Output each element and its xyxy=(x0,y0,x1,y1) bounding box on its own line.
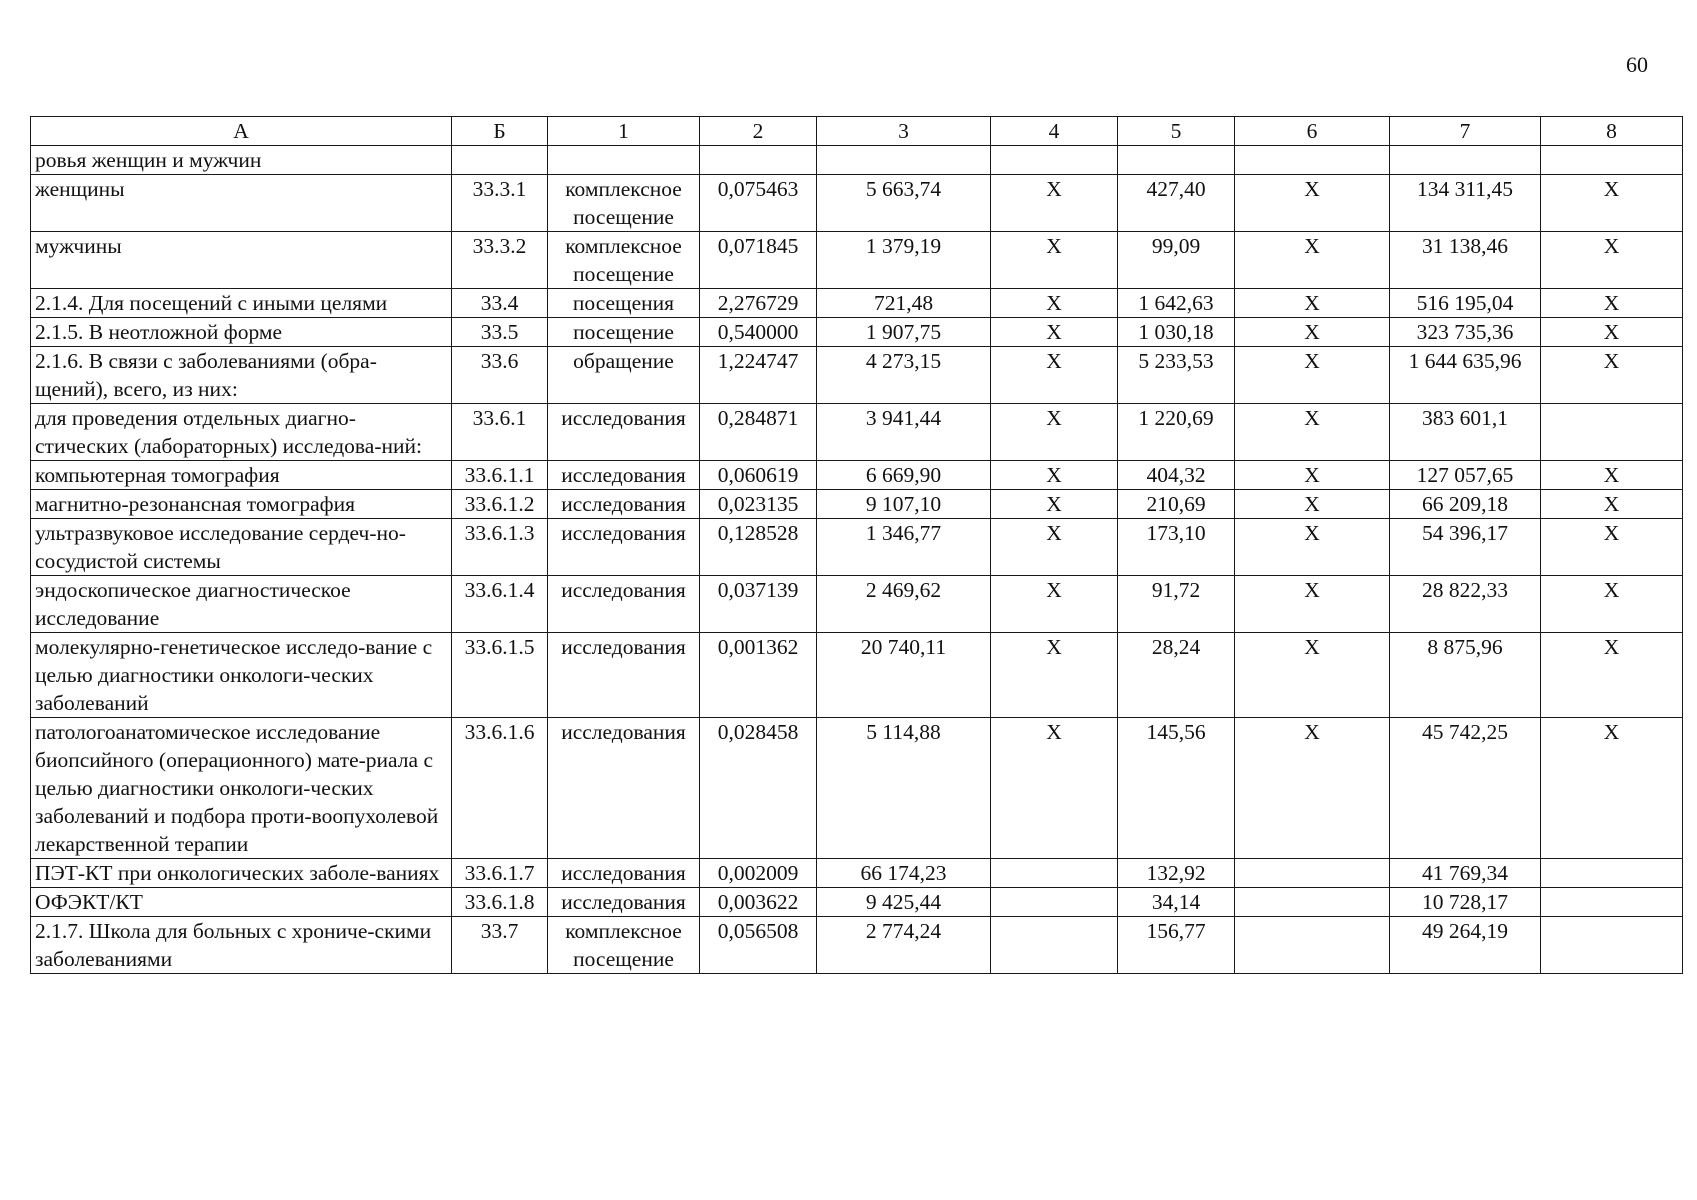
row-col6-cell: X xyxy=(1235,347,1390,404)
table-row xyxy=(31,633,1683,718)
table-row xyxy=(31,146,1683,175)
row-code-cell: 33.7 xyxy=(452,917,548,974)
row-unit-cell: комплексное посещение xyxy=(548,175,700,232)
row-col7-cell: 41 769,34 xyxy=(1390,859,1541,888)
row-unit-cell: исследования xyxy=(548,461,700,490)
row-col7-cell: 1 644 635,96 xyxy=(1390,347,1541,404)
row-code-cell: 33.6.1.5 xyxy=(452,633,548,718)
row-unit-cell: исследования xyxy=(548,404,700,461)
row-name-cell: ПЭТ-КТ при онкологических заболе-ваниях xyxy=(31,859,452,888)
row-col3-cell: 20 740,11 xyxy=(817,633,991,718)
row-col4-cell: X xyxy=(991,175,1118,232)
row-unit-cell: исследования xyxy=(548,576,700,633)
row-col6-cell: X xyxy=(1235,576,1390,633)
row-col8-cell: X xyxy=(1541,232,1683,289)
row-col5-cell: 173,10 xyxy=(1118,519,1235,576)
row-col5-cell: 132,92 xyxy=(1118,859,1235,888)
row-col8-cell: X xyxy=(1541,175,1683,232)
table-row xyxy=(31,347,1683,404)
table-row xyxy=(31,461,1683,490)
header-cell: 7 xyxy=(1390,117,1541,146)
row-col4-cell: X xyxy=(991,519,1118,576)
row-col3-cell: 4 273,15 xyxy=(817,347,991,404)
table-row xyxy=(31,519,1683,576)
row-col8-cell xyxy=(1541,859,1683,888)
row-col2-cell: 2,276729 xyxy=(700,289,817,318)
row-col3-cell: 5 663,74 xyxy=(817,175,991,232)
table-row xyxy=(31,917,1683,974)
row-code-cell: 33.6.1.4 xyxy=(452,576,548,633)
row-col5-cell: 28,24 xyxy=(1118,633,1235,718)
row-name-cell: 2.1.6. В связи с заболеваниями (обра-щений), всего, из них: xyxy=(31,347,452,404)
header-cell: 1 xyxy=(548,117,700,146)
row-col4-cell: X xyxy=(991,576,1118,633)
row-col6-cell: X xyxy=(1235,404,1390,461)
row-name-cell: мужчины xyxy=(31,232,452,289)
header-cell: 5 xyxy=(1118,117,1235,146)
row-col2-cell: 0,128528 xyxy=(700,519,817,576)
row-col4-cell: X xyxy=(991,490,1118,519)
header-cell: 4 xyxy=(991,117,1118,146)
row-name-cell: молекулярно-генетическое исследо-вание с целью диагностики онкологи-ческих заболеваний xyxy=(31,633,452,718)
row-col6-cell: X xyxy=(1235,490,1390,519)
row-col6-cell: X xyxy=(1235,633,1390,718)
table-row xyxy=(31,404,1683,461)
header-cell: А xyxy=(31,117,452,146)
row-col6-cell xyxy=(1235,859,1390,888)
row-col5-cell: 1 642,63 xyxy=(1118,289,1235,318)
row-col6-cell: X xyxy=(1235,175,1390,232)
page-number: 60 xyxy=(1626,52,1648,77)
row-col4-cell xyxy=(991,917,1118,974)
table-row xyxy=(31,490,1683,519)
row-code-cell: 33.6 xyxy=(452,347,548,404)
row-col2-cell: 0,284871 xyxy=(700,404,817,461)
row-col5-cell: 1 220,69 xyxy=(1118,404,1235,461)
row-col7-cell: 134 311,45 xyxy=(1390,175,1541,232)
row-col2-cell: 0,001362 xyxy=(700,633,817,718)
row-code-cell: 33.4 xyxy=(452,289,548,318)
row-col3-cell: 1 907,75 xyxy=(817,318,991,347)
row-col4-cell: X xyxy=(991,404,1118,461)
row-col7-cell: 383 601,1 xyxy=(1390,404,1541,461)
row-code-cell: 33.3.2 xyxy=(452,232,548,289)
row-col6-cell: X xyxy=(1235,519,1390,576)
row-col7-cell: 10 728,17 xyxy=(1390,888,1541,917)
row-unit-cell: комплексное посещение xyxy=(548,232,700,289)
row-col4-cell: X xyxy=(991,718,1118,859)
row-col7-cell: 66 209,18 xyxy=(1390,490,1541,519)
row-col5-cell: 5 233,53 xyxy=(1118,347,1235,404)
row-col4-cell: X xyxy=(991,289,1118,318)
row-col8-cell: X xyxy=(1541,289,1683,318)
row-code-cell: 33.6.1.2 xyxy=(452,490,548,519)
table-row xyxy=(31,888,1683,917)
row-col7-cell: 516 195,04 xyxy=(1390,289,1541,318)
row-col7-cell: 28 822,33 xyxy=(1390,576,1541,633)
header-cell: Б xyxy=(452,117,548,146)
row-name-cell: компьютерная томография xyxy=(31,461,452,490)
row-col4-cell xyxy=(991,146,1118,175)
row-col3-cell: 721,48 xyxy=(817,289,991,318)
row-col7-cell: 31 138,46 xyxy=(1390,232,1541,289)
row-col5-cell xyxy=(1118,146,1235,175)
row-name-cell: ультразвуковое исследование сердеч-но-сосудистой системы xyxy=(31,519,452,576)
row-code-cell: 33.6.1.6 xyxy=(452,718,548,859)
row-col3-cell: 2 469,62 xyxy=(817,576,991,633)
row-unit-cell: исследования xyxy=(548,519,700,576)
row-col5-cell: 156,77 xyxy=(1118,917,1235,974)
row-unit-cell: исследования xyxy=(548,490,700,519)
row-col7-cell xyxy=(1390,146,1541,175)
row-col2-cell: 0,037139 xyxy=(700,576,817,633)
row-col5-cell: 145,56 xyxy=(1118,718,1235,859)
row-col2-cell: 0,060619 xyxy=(700,461,817,490)
row-col3-cell: 9 425,44 xyxy=(817,888,991,917)
row-col6-cell: X xyxy=(1235,318,1390,347)
row-unit-cell xyxy=(548,146,700,175)
row-code-cell: 33.6.1 xyxy=(452,404,548,461)
row-unit-cell: исследования xyxy=(548,859,700,888)
row-col8-cell: X xyxy=(1541,461,1683,490)
row-unit-cell: комплексное посещение xyxy=(548,917,700,974)
row-code-cell: 33.6.1.1 xyxy=(452,461,548,490)
row-col2-cell: 0,023135 xyxy=(700,490,817,519)
row-name-cell: ровья женщин и мужчин xyxy=(31,146,452,175)
row-col7-cell: 49 264,19 xyxy=(1390,917,1541,974)
table-row xyxy=(31,718,1683,859)
row-col3-cell: 1 379,19 xyxy=(817,232,991,289)
data-table xyxy=(30,116,1683,974)
row-col5-cell: 99,09 xyxy=(1118,232,1235,289)
row-col3-cell: 1 346,77 xyxy=(817,519,991,576)
row-code-cell xyxy=(452,146,548,175)
row-col3-cell: 5 114,88 xyxy=(817,718,991,859)
row-col8-cell: X xyxy=(1541,347,1683,404)
row-col2-cell: 0,056508 xyxy=(700,917,817,974)
row-col4-cell: X xyxy=(991,461,1118,490)
row-col6-cell: X xyxy=(1235,718,1390,859)
table-row xyxy=(31,289,1683,318)
table-row xyxy=(31,232,1683,289)
header-cell: 2 xyxy=(700,117,817,146)
table-body xyxy=(31,146,1683,974)
row-col5-cell: 1 030,18 xyxy=(1118,318,1235,347)
row-name-cell: женщины xyxy=(31,175,452,232)
row-col5-cell: 210,69 xyxy=(1118,490,1235,519)
row-name-cell: патологоанатомическое исследование биопсийного (операционного) мате-риала с целью диагностики онкологи-ческих заболеваний и подбора проти-воопухолевой лекарственной терапии xyxy=(31,718,452,859)
table-row xyxy=(31,318,1683,347)
row-col6-cell xyxy=(1235,888,1390,917)
row-col3-cell: 66 174,23 xyxy=(817,859,991,888)
row-col6-cell: X xyxy=(1235,461,1390,490)
row-name-cell: магнитно-резонансная томография xyxy=(31,490,452,519)
row-name-cell: ОФЭКТ/КТ xyxy=(31,888,452,917)
row-unit-cell: посещения xyxy=(548,289,700,318)
row-col3-cell: 3 941,44 xyxy=(817,404,991,461)
row-name-cell: эндоскопическое диагностическое исследование xyxy=(31,576,452,633)
row-unit-cell: исследования xyxy=(548,888,700,917)
row-col5-cell: 34,14 xyxy=(1118,888,1235,917)
row-col4-cell: X xyxy=(991,318,1118,347)
row-col2-cell: 0,028458 xyxy=(700,718,817,859)
row-col6-cell xyxy=(1235,146,1390,175)
row-col4-cell: X xyxy=(991,347,1118,404)
row-col2-cell: 0,071845 xyxy=(700,232,817,289)
row-col8-cell: X xyxy=(1541,490,1683,519)
row-col4-cell xyxy=(991,888,1118,917)
header-row xyxy=(31,117,1683,146)
row-col2-cell: 0,540000 xyxy=(700,318,817,347)
row-col8-cell xyxy=(1541,917,1683,974)
row-unit-cell: исследования xyxy=(548,718,700,859)
row-col2-cell: 0,003622 xyxy=(700,888,817,917)
row-col8-cell: X xyxy=(1541,519,1683,576)
row-col5-cell: 427,40 xyxy=(1118,175,1235,232)
row-col6-cell: X xyxy=(1235,232,1390,289)
row-col3-cell: 9 107,10 xyxy=(817,490,991,519)
row-col3-cell: 2 774,24 xyxy=(817,917,991,974)
row-code-cell: 33.6.1.7 xyxy=(452,859,548,888)
row-unit-cell: обращение xyxy=(548,347,700,404)
row-code-cell: 33.3.1 xyxy=(452,175,548,232)
table-row xyxy=(31,859,1683,888)
row-col6-cell xyxy=(1235,917,1390,974)
row-col8-cell xyxy=(1541,146,1683,175)
row-col8-cell xyxy=(1541,404,1683,461)
row-col7-cell: 8 875,96 xyxy=(1390,633,1541,718)
row-col6-cell: X xyxy=(1235,289,1390,318)
row-col2-cell: 0,075463 xyxy=(700,175,817,232)
row-code-cell: 33.6.1.8 xyxy=(452,888,548,917)
row-code-cell: 33.5 xyxy=(452,318,548,347)
row-code-cell: 33.6.1.3 xyxy=(452,519,548,576)
header-cell: 3 xyxy=(817,117,991,146)
table-row xyxy=(31,175,1683,232)
row-col8-cell: X xyxy=(1541,576,1683,633)
row-unit-cell: посещение xyxy=(548,318,700,347)
row-name-cell: 2.1.7. Школа для больных с хрониче-скими заболеваниями xyxy=(31,917,452,974)
row-col4-cell: X xyxy=(991,633,1118,718)
row-name-cell: 2.1.4. Для посещений с иными целями xyxy=(31,289,452,318)
row-col4-cell xyxy=(991,859,1118,888)
row-name-cell: 2.1.5. В неотложной форме xyxy=(31,318,452,347)
row-col4-cell: X xyxy=(991,232,1118,289)
row-col2-cell: 1,224747 xyxy=(700,347,817,404)
row-name-cell: для проведения отдельных диагно-стических (лабораторных) исследова-ний: xyxy=(31,404,452,461)
row-unit-cell: исследования xyxy=(548,633,700,718)
header-cell: 6 xyxy=(1235,117,1390,146)
row-col7-cell: 45 742,25 xyxy=(1390,718,1541,859)
row-col7-cell: 323 735,36 xyxy=(1390,318,1541,347)
row-col5-cell: 404,32 xyxy=(1118,461,1235,490)
row-col8-cell xyxy=(1541,888,1683,917)
row-col2-cell: 0,002009 xyxy=(700,859,817,888)
row-col3-cell xyxy=(817,146,991,175)
row-col7-cell: 127 057,65 xyxy=(1390,461,1541,490)
header-cell: 8 xyxy=(1541,117,1683,146)
row-col8-cell: X xyxy=(1541,718,1683,859)
table-row xyxy=(31,576,1683,633)
row-col2-cell xyxy=(700,146,817,175)
row-col7-cell: 54 396,17 xyxy=(1390,519,1541,576)
row-col5-cell: 91,72 xyxy=(1118,576,1235,633)
row-col3-cell: 6 669,90 xyxy=(817,461,991,490)
row-col8-cell: X xyxy=(1541,318,1683,347)
row-col8-cell: X xyxy=(1541,633,1683,718)
